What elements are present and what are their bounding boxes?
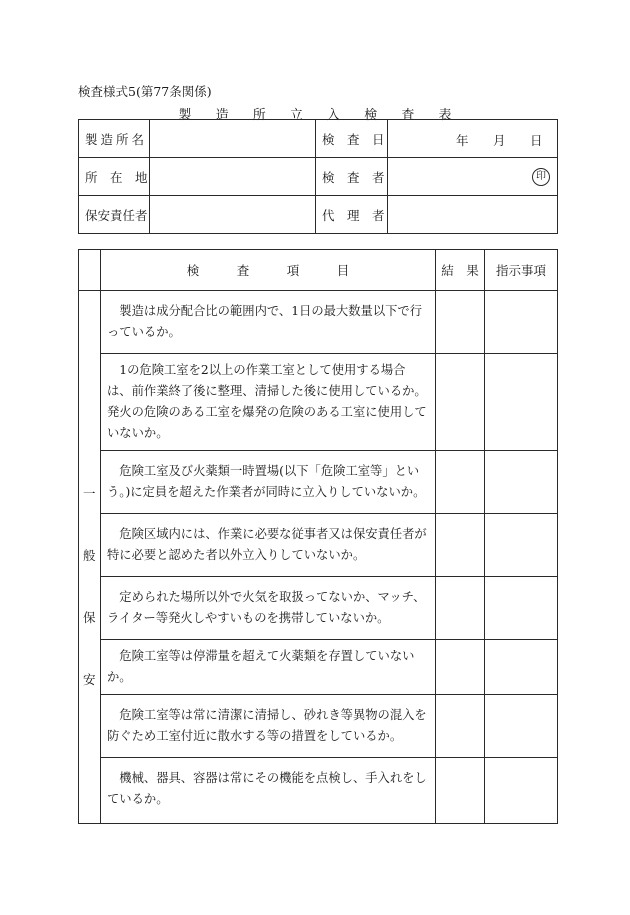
table-row — [79, 354, 558, 451]
instructions-field[interactable] — [485, 451, 558, 514]
factory-name-field[interactable] — [150, 120, 316, 158]
form-number: 検査様式5(第77条関係) — [78, 84, 212, 99]
table-row — [79, 451, 558, 514]
category-char: 保 — [83, 610, 96, 625]
agent-field[interactable] — [388, 196, 558, 234]
instructions-field[interactable] — [485, 354, 558, 451]
instructions-field[interactable] — [485, 640, 558, 695]
instructions-column-header: 指示事項 — [485, 250, 558, 291]
result-field[interactable] — [436, 354, 485, 451]
category-header-cell — [79, 250, 101, 291]
inspector-field[interactable] — [388, 158, 558, 196]
table-row — [79, 291, 558, 354]
result-field[interactable] — [436, 695, 485, 758]
header-row-supervisor — [79, 196, 558, 234]
header-row-location — [79, 158, 558, 196]
item-text: 危険工室及び火薬類一時置場(以下「危険工室等」という。)に定員を超えた作業者が同時に立入りしていないか。 — [101, 451, 436, 514]
result-field[interactable] — [436, 291, 485, 354]
category-text — [79, 291, 100, 805]
seal-icon: 印 — [532, 168, 550, 186]
table-row — [79, 640, 558, 695]
result-field[interactable] — [436, 758, 485, 824]
item-text: 機械、器具、容器は常にその機能を点検し、手入れをしているか。 — [101, 758, 436, 824]
instructions-field[interactable] — [485, 577, 558, 640]
supervisor-field[interactable] — [150, 196, 316, 234]
item-text: 製造は成分配合比の範囲内で、1日の最大数量以下で行っているか。 — [101, 291, 436, 354]
result-field[interactable] — [436, 451, 485, 514]
supervisor-label: 保安責任者 — [79, 196, 150, 234]
result-field[interactable] — [436, 514, 485, 577]
item-text: 危険区域内には、作業に必要な従事者又は保安責任者が特に必要と認めた者以外立入りしていないか。 — [101, 514, 436, 577]
factory-name-label: 製造所名 — [79, 120, 150, 158]
item-text: 危険工室等は停滞量を超えて火薬類を存置していないか。 — [101, 640, 436, 695]
inspection-date-label: 検 査 日 — [316, 120, 388, 158]
result-column-header: 結 果 — [436, 250, 485, 291]
agent-label: 代 理 者 — [316, 196, 388, 234]
day-label: 日 — [530, 133, 543, 148]
instructions-field[interactable] — [485, 514, 558, 577]
category-general-safety — [79, 291, 101, 824]
instructions-field[interactable] — [485, 695, 558, 758]
result-field[interactable] — [436, 640, 485, 695]
category-char: 一 — [83, 486, 96, 501]
table-row — [79, 514, 558, 577]
location-label: 所 在 地 — [79, 158, 150, 196]
month-label: 月 — [493, 133, 506, 148]
year-label: 年 — [456, 133, 469, 148]
header-table — [78, 119, 558, 234]
table-row — [79, 577, 558, 640]
location-field[interactable] — [150, 158, 316, 196]
table-row — [79, 695, 558, 758]
item-text: 定められた場所以外で火気を取扱ってないか、マッチ、ライター等発火しやすいものを携帯していないか。 — [101, 577, 436, 640]
instructions-field[interactable] — [485, 758, 558, 824]
form-title: 製 造 所 立 入 検 査 表 — [178, 108, 462, 123]
item-text: 危険工室等は常に清潔に清掃し、砂れき等異物の混入を防ぐため工室付近に散水する等の措置をしているか。 — [101, 695, 436, 758]
category-char: 安 — [83, 672, 96, 687]
header-row-factory — [79, 120, 558, 158]
item-column-header: 検 査 項 目 — [101, 250, 436, 291]
category-char: 般 — [83, 548, 96, 563]
items-header-row — [79, 250, 558, 291]
instructions-field[interactable] — [485, 291, 558, 354]
item-text: 1の危険工室を2以上の作業工室として使用する場合は、前作業終了後に整理、清掃した後に使用しているか。発火の危険のある工室を爆発の危険のある工室に使用していないか。 — [101, 354, 436, 451]
inspector-label: 検 査 者 — [316, 158, 388, 196]
inspection-items-table — [78, 249, 558, 824]
result-field[interactable] — [436, 577, 485, 640]
inspection-date-field[interactable] — [388, 120, 558, 158]
table-row — [79, 758, 558, 824]
